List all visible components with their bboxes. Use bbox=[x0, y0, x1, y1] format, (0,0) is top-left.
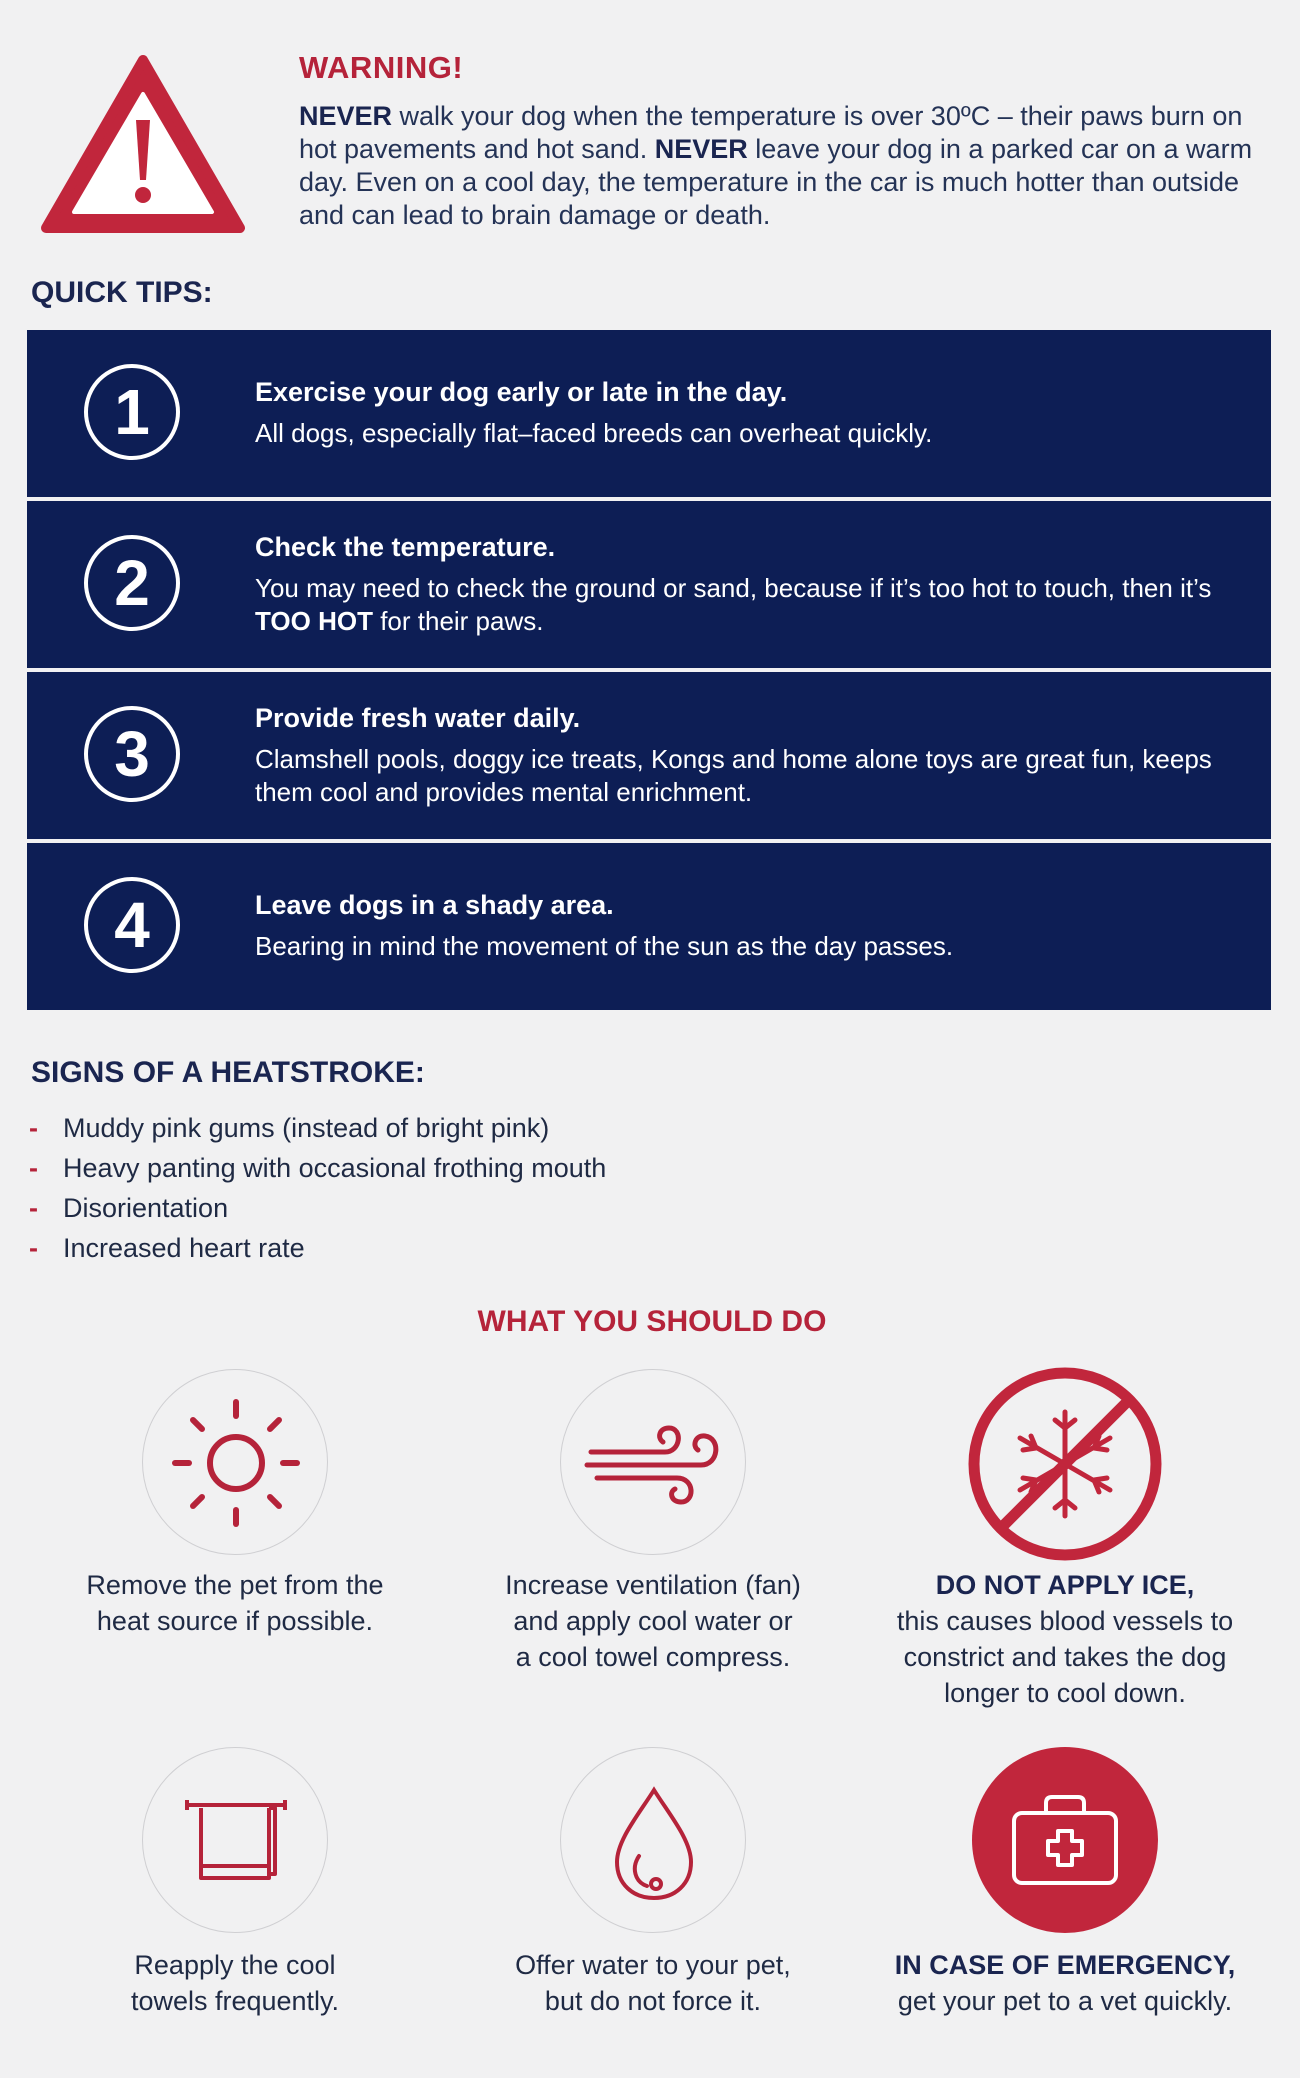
text-line: constrict and takes the dog bbox=[903, 1642, 1227, 1672]
tip-heading: Provide fresh water daily. bbox=[255, 702, 581, 733]
text-line: this causes blood vessels to bbox=[896, 1606, 1234, 1636]
text-line: heat source if possible. bbox=[96, 1606, 374, 1636]
tip-number-badge: 3 bbox=[84, 706, 180, 802]
warning-triangle-icon bbox=[38, 52, 248, 242]
tip-text: Bearing in mind the movement of the sun as the day passes. bbox=[255, 931, 954, 961]
no-ice-icon bbox=[967, 1366, 1163, 1562]
towel-icon bbox=[142, 1747, 328, 1933]
too-hot-emphasis: TOO HOT bbox=[255, 605, 373, 636]
action-text-remove-heat bbox=[25, 1567, 445, 1639]
sign-text: Muddy pink gums (instead of bright pink) bbox=[63, 1113, 550, 1143]
never-emphasis: NEVER bbox=[299, 101, 393, 131]
action-text-emergency bbox=[855, 1947, 1275, 2019]
text-line: get your pet to a vet quickly. bbox=[897, 1986, 1233, 2016]
tip-card-4 bbox=[27, 843, 1271, 1010]
list-item bbox=[29, 1108, 606, 1148]
tip-card-2 bbox=[27, 501, 1271, 668]
sun-icon bbox=[142, 1369, 328, 1555]
warning-section bbox=[0, 0, 1300, 260]
text-line: and apply cool water or bbox=[513, 1606, 793, 1636]
tip-heading: Check the temperature. bbox=[255, 531, 556, 562]
what-to-do-title: WHAT YOU SHOULD DO bbox=[477, 1305, 827, 1338]
strong-heading: IN CASE OF EMERGENCY, bbox=[894, 1950, 1236, 1980]
bullet-dash: - bbox=[29, 1193, 38, 1223]
text-line: longer to cool down. bbox=[944, 1678, 1186, 1708]
warning-title: WARNING! bbox=[299, 50, 464, 85]
tip-text: Clamshell pools, doggy ice treats, Kongs and home alone toys are great fun, keeps them cool and provides mental enrichment. bbox=[255, 743, 1212, 807]
tip-number-badge: 2 bbox=[84, 535, 180, 631]
tip-text-part: for their paws. bbox=[372, 605, 544, 636]
action-text-ventilation bbox=[443, 1567, 863, 1675]
bullet-dash: - bbox=[29, 1113, 38, 1143]
text-line: but do not force it. bbox=[544, 1986, 762, 2016]
text-line: a cool towel compress. bbox=[515, 1642, 791, 1672]
tip-text-part: You may need to check the ground or sand, because if it’s too hot to touch, then it’s bbox=[255, 572, 1212, 603]
action-text-no-ice bbox=[855, 1567, 1275, 1711]
text-line: Remove the pet from the bbox=[86, 1570, 384, 1600]
sign-text: Disorientation bbox=[63, 1193, 229, 1223]
tip-number-badge: 1 bbox=[84, 364, 180, 460]
text-line: Increase ventilation (fan) bbox=[505, 1570, 801, 1600]
wind-icon bbox=[560, 1369, 746, 1555]
tip-number-badge: 4 bbox=[84, 877, 180, 973]
bullet-dash: - bbox=[29, 1153, 38, 1183]
list-item bbox=[29, 1228, 606, 1268]
text-line: Reapply the cool bbox=[134, 1950, 336, 1980]
list-item bbox=[29, 1148, 606, 1188]
action-text-reapply-towels bbox=[25, 1947, 445, 2019]
text-line: Offer water to your pet, bbox=[515, 1950, 791, 1980]
bullet-dash: - bbox=[29, 1233, 38, 1263]
warning-text-part-2: leave your dog in a parked car on a warm day. Even on a cool day, the temperature in the car is much hotter than outside and can lead to brain damage or death. bbox=[299, 134, 1253, 230]
water-drop-icon bbox=[560, 1747, 746, 1933]
quick-tips-title: QUICK TIPS: bbox=[31, 276, 213, 309]
tip-text bbox=[255, 572, 1255, 638]
never-emphasis: NEVER bbox=[654, 134, 748, 164]
tip-body bbox=[255, 501, 1255, 668]
quick-tips-list bbox=[27, 330, 1271, 1014]
tip-card-3 bbox=[27, 672, 1271, 839]
tip-body bbox=[255, 843, 1255, 1010]
tip-body bbox=[255, 330, 1255, 497]
text-line: towels frequently. bbox=[130, 1986, 340, 2016]
tip-heading: Exercise your dog early or late in the day. bbox=[255, 377, 788, 407]
list-item bbox=[29, 1188, 606, 1228]
sign-text: Heavy panting with occasional frothing mouth bbox=[63, 1153, 607, 1183]
sign-text: Increased heart rate bbox=[63, 1233, 305, 1263]
tip-text: All dogs, especially flat–faced breeds can overheat quickly. bbox=[255, 418, 933, 448]
first-aid-kit-icon bbox=[972, 1747, 1158, 1933]
heatstroke-signs-title: SIGNS OF A HEATSTROKE: bbox=[31, 1056, 425, 1089]
warning-text bbox=[299, 100, 1274, 232]
tip-body bbox=[255, 672, 1255, 839]
tip-card-1 bbox=[27, 330, 1271, 497]
warning-text-part-1: walk your dog when the temperature is over 30ºC – their paws burn on hot pavements and hot sand. bbox=[299, 101, 1243, 164]
strong-heading: DO NOT APPLY ICE, bbox=[935, 1570, 1195, 1600]
heatstroke-signs-list bbox=[29, 1108, 606, 1268]
tip-heading: Leave dogs in a shady area. bbox=[255, 890, 614, 920]
action-text-offer-water bbox=[443, 1947, 863, 2019]
